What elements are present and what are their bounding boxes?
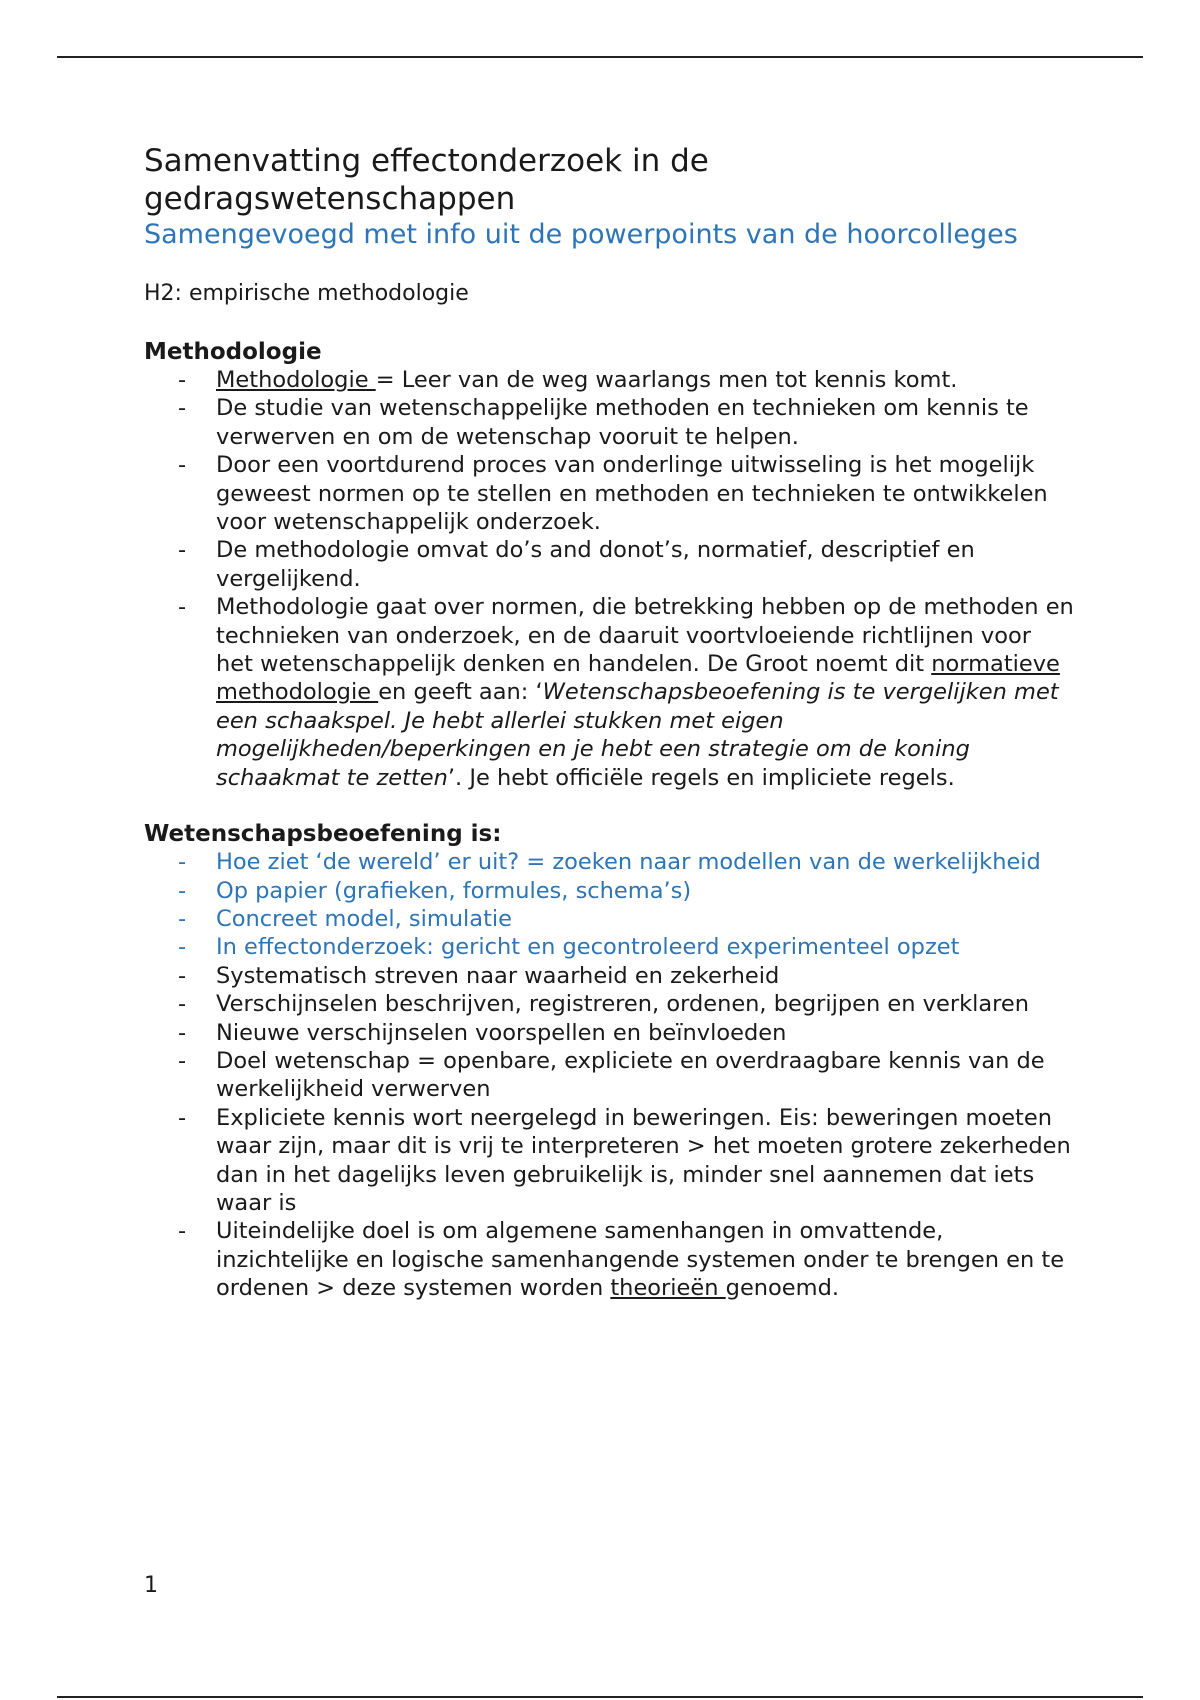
list-item: - De studie van wetenschappelijke methoden en technieken om kennis te verwerven en om de wetenschap vooruit te helpen. (144, 394, 1074, 451)
methodologie-list (144, 366, 1074, 792)
document-title: Samenvatting effectonderzoek in de gedragswetenschappen (144, 143, 709, 217)
page-number: 1 (144, 1573, 158, 1598)
quote-text: Wetenschapsbeoefening is te vergelijken met een schaakspel. Je hebt allerlei stukken met eigen mogelijkheden/beperkingen en je hebt een strategie om de koning schaakmat te zetten (216, 679, 1059, 791)
definition-text: = Leer van de weg waarlangs men tot kennis komt. (375, 367, 958, 393)
list-item (144, 593, 1074, 792)
page-content (144, 142, 1074, 1303)
item-text: ’. Je hebt officiële regels en impliciete regels. (447, 764, 955, 791)
list-item (144, 366, 1074, 394)
list-item: - Verschijnselen beschrijven, registreren, ordenen, begrijpen en verklaren (144, 990, 1074, 1018)
list-item (144, 1217, 1074, 1302)
list-item: - In effectonderzoek: gericht en gecontroleerd experimenteel opzet (144, 933, 1074, 961)
list-item: - Op papier (grafieken, formules, schema’s) (144, 877, 1074, 905)
term-methodologie: Methodologie (216, 367, 376, 393)
item-text: Methodologie gaat over normen, die betrekking hebben op de methoden en technieken van onderzoek, en de daaruit voortvloeiende richtlijnen voor het wetenschappelijk denken en handelen. De Groot noemt dit (216, 594, 1074, 678)
item-text: en geeft aan: ‘ (378, 679, 543, 706)
footer-rule (57, 1696, 1143, 1698)
list-item: - Doel wetenschap = openbare, expliciete en overdraagbare kennis van de werkelijkheid verwerven (144, 1047, 1074, 1104)
chapter-heading: H2: empirische methodologie (144, 281, 469, 306)
item-text: genoemd. (725, 1275, 840, 1302)
list-item: - Systematisch streven naar waarheid en zekerheid (144, 962, 1074, 990)
wetenschapsbeoefening-list (144, 848, 1074, 1303)
list-item: - De methodologie omvat do’s and donot’s, normatief, descriptief en vergelijkend. (144, 536, 1074, 593)
term-theorieen: theorieën (610, 1275, 726, 1302)
item-text: Uiteindelijke doel is om algemene samenhangen in omvattende, inzichtelijke en logische samenhangende systemen onder te brengen en te ordenen > deze systemen worden (216, 1218, 1065, 1302)
list-item: - Door een voortdurend proces van onderlinge uitwisseling is het mogelijk geweest normen op te stellen en methoden en technieken te ontwikkelen voor wetenschappelijk onderzoek. (144, 451, 1074, 536)
list-item: - Expliciete kennis wort neergelegd in beweringen. Eis: beweringen moeten waar zijn, maar dit is vrij te interpreteren > het moeten grotere zekerheden dan in het dagelijks leven gebruikelijk is, minder snel aannemen dat iets waar is (144, 1104, 1074, 1218)
wetenschapsbeoefening-heading: Wetenschapsbeoefening is: (144, 821, 502, 848)
document-subtitle: Samengevoegd met info uit de powerpoints van de hoorcolleges (144, 219, 1018, 250)
header-rule (57, 56, 1143, 58)
list-item: - Concreet model, simulatie (144, 905, 1074, 933)
term-normatieve-methodologie: normatieve methodologie (216, 651, 1060, 706)
list-item: - Hoe ziet ‘de wereld’ er uit? = zoeken naar modellen van de werkelijkheid (144, 848, 1074, 876)
list-item: - Nieuwe verschijnselen voorspellen en beïnvloeden (144, 1019, 1074, 1047)
methodologie-heading: Methodologie (144, 339, 322, 365)
